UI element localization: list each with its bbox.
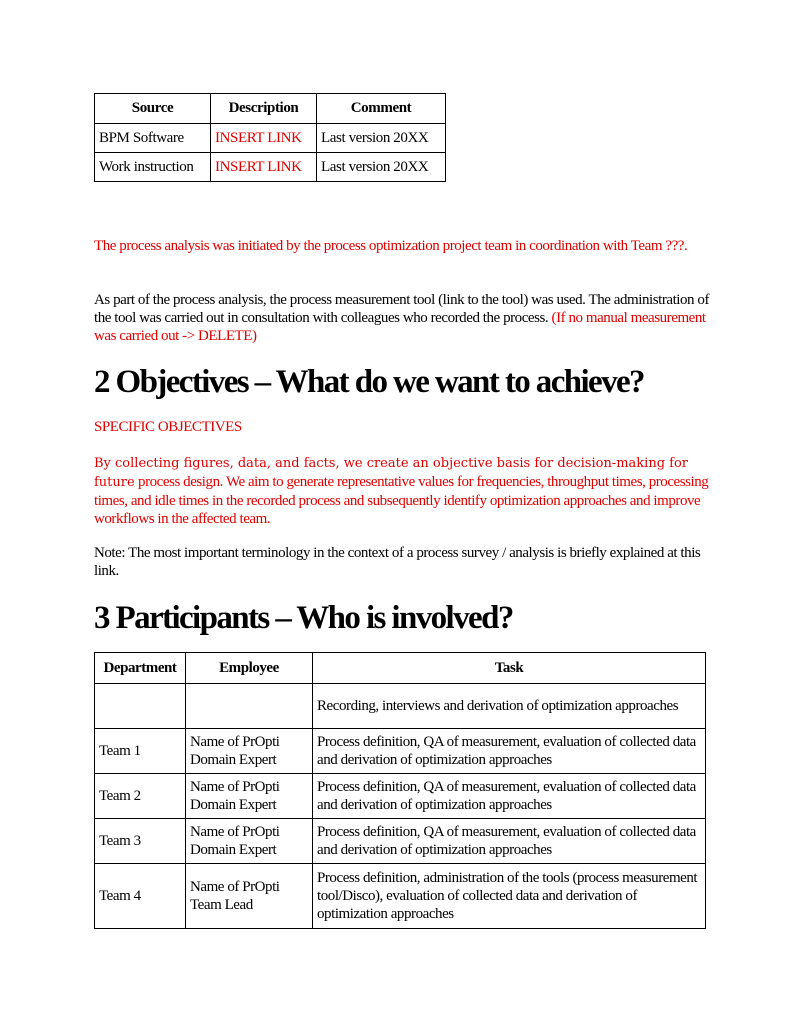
- table-row: [95, 774, 706, 819]
- comment-cell: Last version 20XX: [317, 153, 446, 182]
- objectives-rest: process design. We aim to generate representative values for frequencies, throughput times, processing times, and idle times in the recorded process and subsequently identify optimization approaches and improve workflows in the affected team.: [94, 474, 709, 527]
- insert-link[interactable]: INSERT LINK: [211, 124, 317, 153]
- employee-role: Domain Expert: [190, 797, 277, 813]
- table-row: [95, 729, 706, 774]
- column-header-comment: Comment: [317, 94, 446, 124]
- table-row: [95, 124, 446, 153]
- comment-cell: Last version 20XX: [317, 124, 446, 153]
- employee-name: Name of PrOpti: [190, 879, 280, 895]
- table-row: [95, 864, 706, 929]
- employee-role: Domain Expert: [190, 842, 277, 858]
- employee-cell: [186, 684, 313, 729]
- task-cell: Process definition, administration of the tools (process measurement tool/Disco), evaluation of collected data and derivation of optimization approaches: [313, 864, 706, 929]
- source-cell: Work instruction: [95, 153, 211, 182]
- employee-role: Domain Expert: [190, 752, 277, 768]
- task-cell: Recording, interviews and derivation of optimization approaches: [313, 684, 706, 729]
- insert-link[interactable]: INSERT LINK: [211, 153, 317, 182]
- task-cell: Process definition, QA of measurement, evaluation of collected data and derivation of optimization approaches: [313, 819, 706, 864]
- department-cell: Team 4: [95, 864, 186, 929]
- participants-table: [94, 652, 706, 929]
- table-header-row: [95, 94, 446, 124]
- column-header-description: Description: [211, 94, 317, 124]
- column-header-department: Department: [95, 653, 186, 684]
- employee-cell: [186, 819, 313, 864]
- delete-note: (If no manual measurement was carried out -> DELETE): [94, 310, 706, 344]
- task-cell: Process definition, QA of measurement, evaluation of collected data and derivation of optimization approaches: [313, 774, 706, 819]
- employee-cell: [186, 864, 313, 929]
- employee-name: Name of PrOpti: [190, 824, 280, 840]
- measurement-text: As part of the process analysis, the process measurement tool (link to the tool) was used. The administration of the tool was carried out in consultation with colleagues who recorded the process.: [94, 292, 710, 326]
- department-cell: Team 3: [95, 819, 186, 864]
- task-cell: Process definition, QA of measurement, evaluation of collected data and derivation of optimization approaches: [313, 729, 706, 774]
- participants-heading: 3 Participants – Who is involved?: [94, 600, 513, 636]
- measurement-paragraph: [94, 291, 709, 345]
- table-header-row: [95, 653, 706, 684]
- source-cell: BPM Software: [95, 124, 211, 153]
- table-row: [95, 684, 706, 729]
- department-cell: [95, 684, 186, 729]
- terminology-note: Note: The most important terminology in the context of a process survey / analysis is briefly explained at this link.: [94, 545, 701, 579]
- employee-role: Team Lead: [190, 897, 253, 913]
- table-row: [95, 819, 706, 864]
- objectives-paragraph: [94, 454, 709, 528]
- specific-objectives-label: SPECIFIC OBJECTIVES: [94, 419, 242, 435]
- objectives-lead: By collecting figures, data, and facts, we create an objective basis for decision-making for future: [94, 456, 688, 490]
- initiated-paragraph: The process analysis was initiated by the process optimization project team in coordination with Team ???.: [94, 238, 688, 254]
- employee-cell: [186, 774, 313, 819]
- department-cell: Team 2: [95, 774, 186, 819]
- objectives-heading: 2 Objectives – What do we want to achieve?: [94, 364, 644, 400]
- department-cell: Team 1: [95, 729, 186, 774]
- employee-cell: [186, 729, 313, 774]
- sources-table: [94, 93, 446, 182]
- column-header-source: Source: [95, 94, 211, 124]
- column-header-task: Task: [313, 653, 706, 684]
- employee-name: Name of PrOpti: [190, 779, 280, 795]
- table-row: [95, 153, 446, 182]
- column-header-employee: Employee: [186, 653, 313, 684]
- employee-name: Name of PrOpti: [190, 734, 280, 750]
